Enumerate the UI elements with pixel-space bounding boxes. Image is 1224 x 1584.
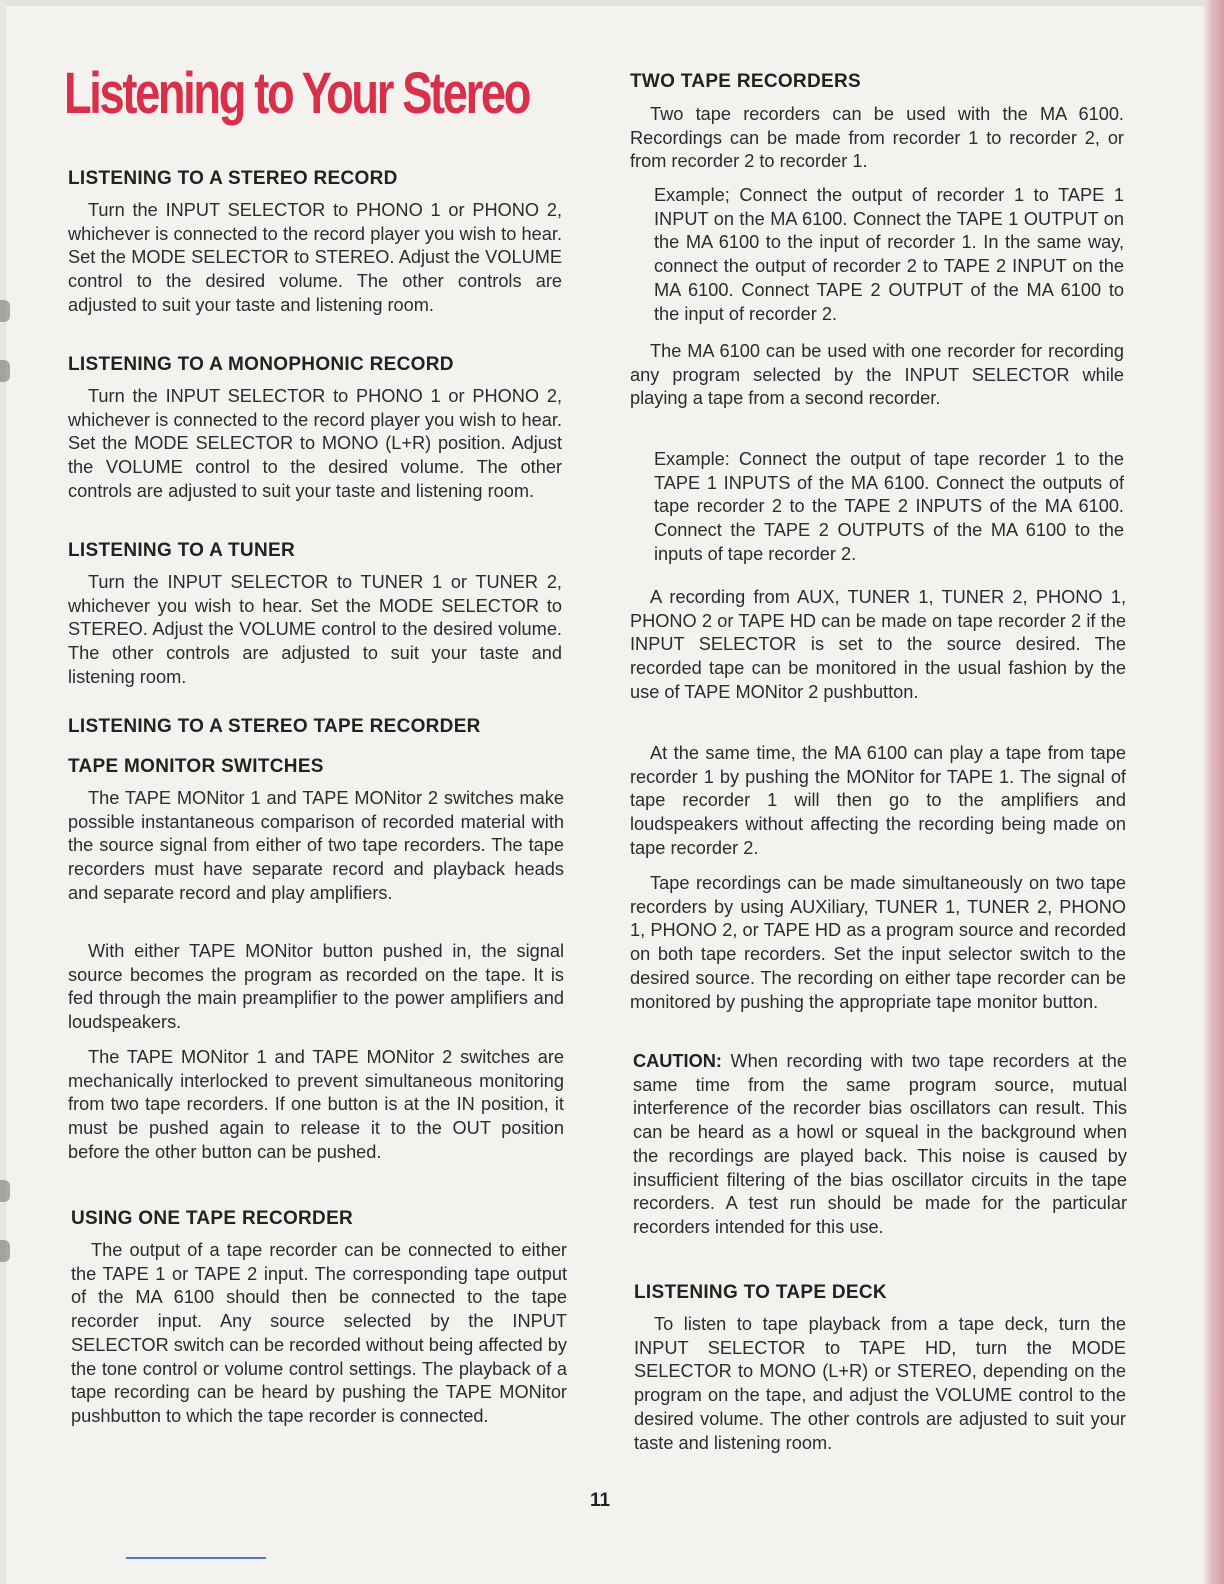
paragraph-monitor-2: With either TAPE MONitor button pushed in, the signal source becomes the program as recorded on the tape. It is fed through the main preamplifier to the power amplifiers and loudspeakers. bbox=[68, 941, 564, 1033]
caution-label: CAUTION: bbox=[633, 1051, 722, 1071]
page-edge-right bbox=[1204, 0, 1224, 1584]
binding-notch bbox=[0, 300, 10, 322]
paragraph-tuner: Turn the INPUT SELECTOR to TUNER 1 or TUNER 2, whichever you wish to hear. Set the MODE SELECTOR to STEREO. Adjust the VOLUME control to the desired volume. The other controls are adjusted to suit your taste and listening room. bbox=[68, 572, 562, 687]
heading-mono-record: LISTENING TO A MONOPHONIC RECORD bbox=[68, 354, 454, 375]
paragraph-monitor-1: The TAPE MONitor 1 and TAPE MONitor 2 switches make possible instantaneous comparison of recorded material with the source signal from either of two tape recorders. The tape recorders must have separate record and playback heads and separate record and play amplifiers. bbox=[68, 788, 564, 903]
paragraph-mono-record: Turn the INPUT SELECTOR to PHONO 1 or PHONO 2, whichever is connected to the record player you wish to hear. Set the MODE SELECTOR to MONO (L+R) position. Adjust the VOLUME control to the desired volume. The other controls are adjusted to suit your taste and listening room. bbox=[68, 386, 562, 501]
heading-tape-deck: LISTENING TO TAPE DECK bbox=[634, 1282, 887, 1303]
paragraph-two-recorders-3: A recording from AUX, TUNER 1, TUNER 2, PHONO 1, PHONO 2 or TAPE HD can be made on tape recorder 2 if the INPUT SELECTOR is set to the source desired. The recorded tape can be monitored in the usual fashion by the use of TAPE MONitor 2 pushbutton. bbox=[630, 587, 1126, 702]
page-number: 11 bbox=[590, 1490, 611, 1511]
heading-two-tape-recorders: TWO TAPE RECORDERS bbox=[630, 71, 861, 92]
paragraph-stereo-record: Turn the INPUT SELECTOR to PHONO 1 or PHONO 2, whichever is connected to the record player you wish to hear. Set the MODE SELECTOR to STEREO. Adjust the VOLUME control to the desired volume. The other controls are adjusted to suit your taste and listening room. bbox=[68, 200, 562, 315]
binding-notch bbox=[0, 1240, 10, 1262]
footer-rule bbox=[126, 1557, 266, 1559]
heading-one-tape-recorder: USING ONE TAPE RECORDER bbox=[71, 1208, 354, 1229]
paragraph-two-recorders-1: Two tape recorders can be used with the MA 6100. Recordings can be made from recorder 1 to recorder 2, or from recorder 2 to recorder 1. bbox=[630, 104, 1124, 172]
paragraph-two-recorders-4: At the same time, the MA 6100 can play a tape from tape recorder 1 by pushing the MONitor for TAPE 1. The signal of tape recorder 1 will then go to the amplifiers and loudspeakers without affecting the recording being made on tape recorder 2. bbox=[630, 743, 1126, 858]
paragraph-example-1: Example; Connect the output of recorder 1 to TAPE 1 INPUT on the MA 6100. Connect the TAPE 1 OUTPUT on the MA 6100 to the input of recorder 1. In the same way, connect the output of recorder 2 to TAPE 2 INPUT on the MA 6100. Connect TAPE 2 OUTPUT of the MA 6100 to the input of recorder 2. bbox=[654, 185, 1124, 324]
page-edge-top bbox=[0, 0, 1224, 6]
page-title: Listening to Your Stereo bbox=[64, 61, 529, 126]
paragraph-monitor-3: The TAPE MONitor 1 and TAPE MONitor 2 switches are mechanically interlocked to prevent simultaneous monitoring from two tape recorders. If one button is at the IN position, it must be pushed again to release it to the OUT position before the other button can be pushed. bbox=[68, 1047, 564, 1162]
heading-tuner: LISTENING TO A TUNER bbox=[68, 540, 295, 561]
page-edge-left bbox=[0, 0, 6, 1584]
binding-notch bbox=[0, 1180, 10, 1202]
heading-tape-monitor-switches: TAPE MONITOR SWITCHES bbox=[68, 756, 324, 777]
paragraph-two-recorders-2: The MA 6100 can be used with one recorder for recording any program selected by the INPUT SELECTOR while playing a tape from a second recorder. bbox=[630, 341, 1124, 409]
paragraph-two-recorders-5: Tape recordings can be made simultaneously on two tape recorders by using AUXiliary, TUNER 1, TUNER 2, PHONO 1, PHONO 2, or TAPE HD as a program source and recorded on both tape recorders. Set the input selector switch to the desired source. The recording on either tape recorder can be monitored by pushing the appropriate tape monitor button. bbox=[630, 873, 1126, 1012]
caution-text: When recording with two tape recorders at the same time from the same program source, mutual interference of the recorder bias oscillators can result. This can be heard as a howl or squeal in the background when the recordings are played back. This noise is caused by insufficient filtering of the bias oscillator circuits in the tape recorders. A test run should be made for the particular recorders intended for this use. bbox=[633, 1051, 1127, 1237]
binding-notch bbox=[0, 360, 10, 382]
heading-stereo-tape-recorder: LISTENING TO A STEREO TAPE RECORDER bbox=[68, 716, 481, 737]
paragraph-caution bbox=[633, 1050, 1127, 1240]
paragraph-one-tape-recorder: The output of a tape recorder can be connected to either the TAPE 1 or TAPE 2 input. The corresponding tape output of the MA 6100 should then be connected to the tape recorder input. Any source selected by the INPUT SELECTOR switch can be recorded without being affected by the tone control or volume control settings. The playback of a tape recording can be heard by pushing the TAPE MONitor pushbutton to which the tape recorder is connected. bbox=[71, 1240, 567, 1426]
heading-stereo-record: LISTENING TO A STEREO RECORD bbox=[68, 168, 398, 189]
paragraph-tape-deck: To listen to tape playback from a tape deck, turn the INPUT SELECTOR to TAPE HD, turn the MODE SELECTOR to MONO (L+R) or STEREO, depending on the program on the tape, and adjust the VOLUME control to the desired volume. The other controls are adjusted to suit your taste and listening room. bbox=[634, 1314, 1126, 1453]
paragraph-example-2: Example: Connect the output of tape recorder 1 to the TAPE 1 INPUTS of the MA 6100. Connect the outputs of tape recorder 2 to the TAPE 2 INPUTS of the MA 6100. Connect the TAPE 2 OUTPUTS of the MA 6100 to the inputs of tape recorder 2. bbox=[654, 449, 1124, 564]
